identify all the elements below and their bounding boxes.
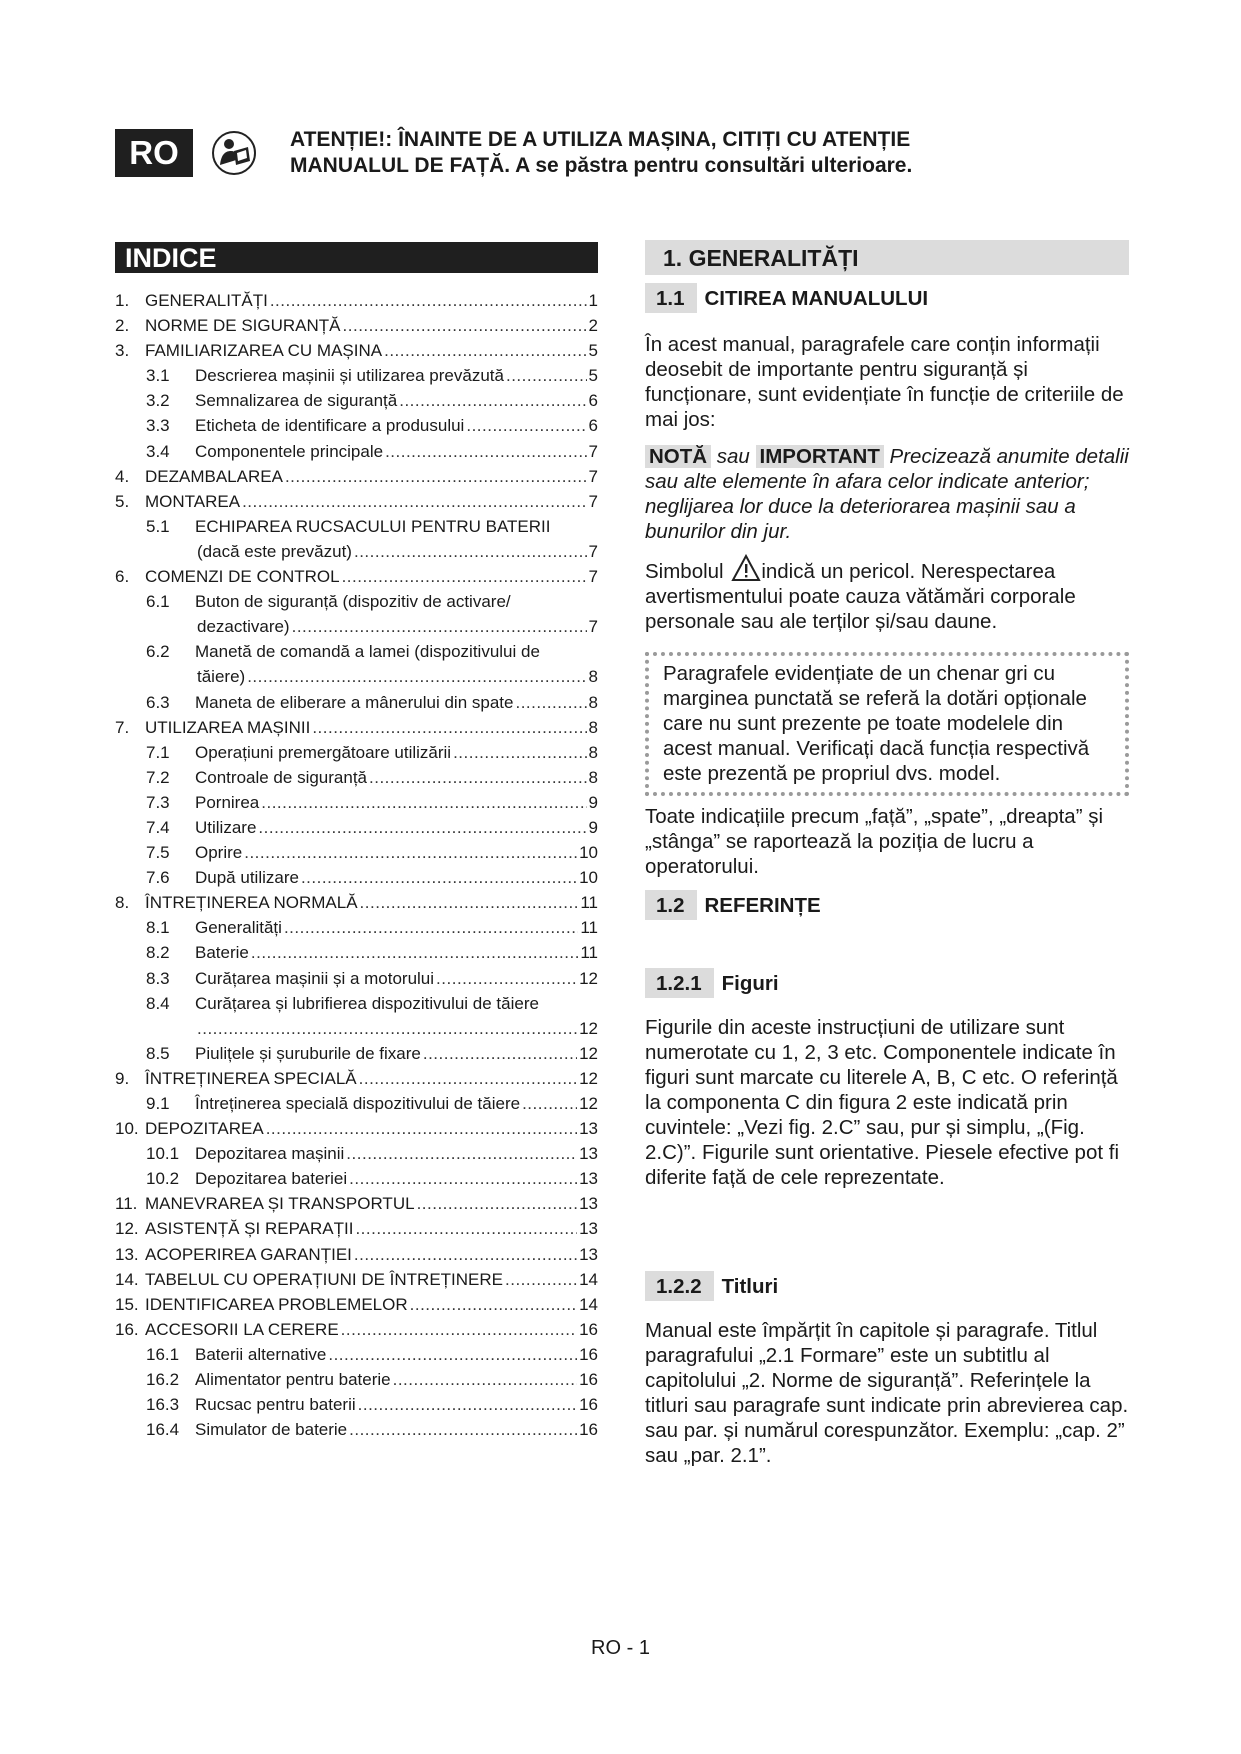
toc-entry-label: Generalități [195,918,282,938]
toc-entry [115,338,598,363]
toc-entry-page: 8 [588,742,598,762]
toc-entry [115,1292,598,1317]
toc-entry-label: FAMILIARIZAREA CU MAȘINA [145,341,383,361]
toc-entry [115,790,598,815]
toc-entry-label: DEZAMBALAREA [145,466,283,486]
page-header [115,125,1125,185]
toc-entry-page: 12 [579,1094,598,1113]
toc-entry-label: ÎNTREȚINEREA NORMALĂ [145,893,358,913]
toc-entry [115,1216,598,1241]
toc-entry [115,940,598,965]
toc-entry-label: tăiere) [197,667,246,687]
toc-dot-leader [399,388,586,413]
toc-entry-number: 10. [115,1119,139,1139]
toc-entry-number: 5.1 [146,516,170,536]
toc-dot-leader [261,790,586,815]
section-title: 1. GENERALITĂȚI [645,240,1129,275]
toc-entry [115,1016,598,1041]
toc-entry-page: 16 [579,1344,598,1364]
toc-entry-label: Pornirea [195,792,260,812]
toc-entry-label: Rucsac pentru baterii [195,1395,356,1415]
toc-dot-leader [466,413,586,438]
toc-dot-leader [358,1392,577,1417]
toc-entry [115,489,598,514]
toc-entry-number: 16.3 [146,1395,180,1415]
toc-entry-number: 9. [115,1068,130,1088]
toc-entry-label: MONTAREA [145,491,241,511]
toc-dot-leader [360,890,579,915]
directions-paragraph: Toate indicațiile precum „față”, „spate”, „dreapta” și „stânga” se raportează la poziția de lucru a operatorului. [645,805,1104,878]
toc-entry-page: 13 [579,1244,598,1264]
toc-entry-number: 7.5 [146,843,170,863]
toc-entry-number: 12. [115,1219,139,1239]
toc-entry-page: 5 [588,341,598,361]
toc-entry-label: Baterie [195,943,249,963]
toc-entry-page: 8 [588,767,598,787]
toc-dot-leader [359,1066,577,1091]
toc-dot-leader [312,715,586,740]
toc-entry-number: 16.4 [146,1420,180,1440]
toc-dot-leader [328,1342,577,1367]
optional-features-text: Paragrafele evidențiate de un chenar gri cu marginea punctată se referă la dotări opționale care nu sunt prezente pe toate modelele din acest manual. Verificați dacă funcția respectivă este prezentă pe propriul dvs. model. [663,662,1090,785]
toc-dot-leader [258,815,586,840]
toc-dot-leader [354,539,587,564]
toc-entry-label: GENERALITĂȚI [145,291,268,310]
toc-entry-number: 8.4 [146,993,170,1013]
toc-entry-number: 1. [115,291,130,310]
toc-entry [115,1242,598,1267]
toc-entry-number: 7.2 [146,767,170,787]
toc-entry-number: 5. [115,491,130,511]
toc-entry-page: 12 [579,968,598,988]
toc-dot-leader [505,1267,577,1292]
toc-entry-page: 14 [579,1269,598,1289]
toc-entry [115,589,598,614]
toc-entry-number: 16.2 [146,1370,180,1390]
toc-entry [115,1066,598,1091]
toc-entry-number: 6. [115,567,130,587]
toc-entry-page: 12 [579,1018,598,1038]
toc-entry [115,1417,598,1442]
toc-entry-label: DEPOZITAREA [145,1119,264,1139]
subsection-number: 1.2.1 [645,968,714,998]
symbol-pre-text: Simbolul [645,560,730,583]
toc-entry-label: Curățarea și lubrifierea dispozitivului de tăiere [195,993,539,1013]
toc-entry [115,363,598,388]
toc-entry-number: 6.1 [146,592,170,612]
toc-entry-number: 7.3 [146,792,170,812]
toc-entry-page: 14 [579,1294,598,1314]
toc-entry-number: 7.4 [146,817,170,837]
toc-entry-page: 8 [588,717,598,737]
read-manual-icon [212,131,256,175]
toc-entry-page: 13 [579,1169,598,1189]
toc-entry-number: 8.2 [146,943,170,963]
note-paragraph [645,444,1129,544]
toc-entry [115,1342,598,1367]
toc-entry-number: 10.1 [146,1144,180,1164]
toc-entry-page: 13 [579,1144,598,1164]
toc-entry [115,664,598,689]
toc-entry-label: Buton de siguranță (dispozitiv de activare/ [195,592,511,612]
toc-dot-leader [285,464,587,489]
warning-line-1: ATENȚIE!: ÎNAINTE DE A UTILIZA MAȘINA, CITIȚI CU ATENȚIE [290,128,911,151]
toc-dot-leader [292,614,587,639]
toc-dot-leader [453,740,586,765]
toc-entry-page: 12 [579,1068,598,1088]
toc-entry-label: Baterii alternative [195,1344,327,1364]
toc-entry-label: ACOPERIREA GARANȚIEI [145,1244,352,1264]
index-title: INDICE [115,242,598,273]
toc-entry [115,815,598,840]
toc-entry-label: IDENTIFICAREA PROBLEMELOR [145,1294,408,1314]
toc-dot-leader [369,765,587,790]
toc-entry-label: Alimentator pentru baterie [195,1370,391,1390]
toc-entry-number: 3.4 [146,441,170,461]
toc-entry [115,915,598,940]
toc-dot-leader [284,915,578,940]
page-number: RO - 1 [591,1637,650,1659]
note-or: sau [711,445,756,468]
toc-dot-leader [385,439,586,464]
toc-entry-number: 16.1 [146,1344,180,1364]
toc-entry-page: 7 [588,491,598,511]
toc-entry-number: 14. [115,1269,139,1289]
toc-entry-label: ASISTENȚĂ ȘI REPARAȚII [145,1219,354,1239]
toc-entry [115,865,598,890]
warning-triangle-icon [731,554,761,582]
warning-line-2: MANUALUL DE FAȚĂ. A se păstra pentru consultări ulterioare. [290,154,913,177]
titles-paragraph: Manual este împărțit în capitole și paragrafe. Titlul paragrafului „2.1 Formare” este un subtitlu al capitolului „2. Norme de siguranță”. Referințele la titluri sau paragrafe sunt indicate prin abrevierea cap. sau par. și numărul corespunzător. Exemplu: „cap. 2” sau „par. 2.1”. [645,1319,1129,1467]
table-of-contents [115,288,598,1442]
optional-features-box [645,652,1129,796]
toc-dot-leader [197,1016,577,1041]
toc-dot-leader [266,1116,577,1141]
subsection-title: Titluri [721,1274,779,1298]
subsection-1-1-heading [645,283,928,313]
toc-entry-label: NORME DE SIGURANȚĂ [145,316,341,336]
toc-entry-number: 8. [115,893,130,913]
toc-entry-label: ACCESORII LA CERERE [145,1319,339,1339]
toc-entry-label: Descrierea mașinii și utilizarea prevăzută [195,366,504,386]
toc-dot-leader [301,865,577,890]
figures-paragraph: Figurile din aceste instrucțiuni de utilizare sunt numerotate cu 1, 2, 3 etc. Componentele indicate în figuri sunt marcate cu literele A, B, C etc. O referință la componenta C din figura 2 este indicată prin cuvintele: „Vezi fig. 2.C” sau, pur și simplu, „(Fig. 2.C)”. Figurile sunt orientative. Piesele efective pot fi diferite față de cele reprezentate. [645,1016,1119,1189]
toc-entry-number: 9.1 [146,1094,170,1113]
toc-dot-leader [270,288,587,313]
toc-dot-leader [506,363,587,388]
toc-entry-page: 9 [588,792,598,812]
toc-entry-page: 7 [588,441,598,461]
toc-entry-label: Componentele principale [195,441,384,461]
toc-entry [115,1116,598,1141]
toc-entry-page: 12 [579,1043,598,1063]
toc-entry [115,740,598,765]
toc-entry [115,439,598,464]
subsection-number: 1.2.2 [645,1271,714,1301]
toc-entry [115,388,598,413]
toc-entry [115,464,598,489]
toc-entry-page: 8 [588,667,598,687]
toc-entry-label: După utilizare [195,868,299,888]
toc-entry-number: 11. [115,1194,138,1214]
toc-entry-page: 16 [579,1420,598,1440]
toc-entry [115,1367,598,1392]
toc-entry-page: 5 [588,366,598,386]
subsection-title: CITIREA MANUALULUI [704,286,929,310]
toc-dot-leader [342,564,587,589]
toc-entry-label: COMENZI DE CONTROL [145,567,340,587]
toc-dot-leader [355,1216,577,1241]
toc-entry-page: 7 [588,617,598,637]
symbol-post-text: indică un pericol. Nerespectarea avertismentului poate cauza vătămări corporale personale sau ale terților și/sau daune. [645,560,1076,633]
toc-entry [115,1191,598,1216]
intro-paragraph: În acest manual, paragrafele care conțin informații deosebit de importante pentru siguranță și funcționare, sunt evidențiate în funcție de criteriile de mai jos: [645,333,1124,431]
toc-entry-number: 7.1 [146,742,170,762]
toc-entry [115,1267,598,1292]
toc-dot-leader [522,1091,577,1116]
toc-dot-leader [251,940,578,965]
toc-entry-page: 1 [588,291,598,310]
toc-entry-number: 7.6 [146,868,170,888]
toc-dot-leader [343,313,587,338]
toc-entry [115,313,598,338]
toc-entry-label: Controale de siguranță [195,767,368,787]
toc-entry-label: Piulițele și șuruburile de fixare [195,1043,421,1063]
toc-entry [115,639,598,664]
note-label: NOTĂ [645,445,711,468]
toc-entry-label: TABELUL CU OPERAȚIUNI DE ÎNTREȚINERE [145,1269,503,1289]
toc-entry-page: 16 [579,1370,598,1390]
toc-entry-number: 6.3 [146,692,170,712]
subsection-1-2-heading [645,890,821,920]
toc-entry-label: (dacă este prevăzut) [197,541,352,561]
toc-entry-label: Semnalizarea de siguranță [195,391,398,411]
toc-entry [115,765,598,790]
toc-dot-leader [354,1242,577,1267]
toc-entry-number: 8.3 [146,968,170,988]
toc-dot-leader [515,690,586,715]
toc-entry-page: 11 [580,943,598,963]
toc-entry-page: 7 [588,541,598,561]
toc-entry-label: Manetă de comandă a lamei (dispozitivului de [195,642,540,662]
toc-entry-page: 7 [588,466,598,486]
toc-entry [115,1317,598,1342]
toc-entry-page: 2 [588,316,598,336]
toc-dot-leader [393,1367,577,1392]
toc-entry [115,690,598,715]
subsection-1-2-1-heading [645,968,779,998]
toc-entry [115,1091,598,1116]
toc-entry [115,614,598,639]
toc-entry-number: 3.3 [146,416,170,436]
toc-dot-leader [384,338,586,363]
toc-entry-label: Operațiuni premergătoare utilizării [195,742,452,762]
toc-dot-leader [341,1317,577,1342]
toc-dot-leader [247,664,586,689]
toc-entry [115,413,598,438]
toc-entry-label: ÎNTREȚINEREA SPECIALĂ [145,1068,357,1088]
toc-entry-page: 11 [580,893,598,913]
toc-entry-number: 10.2 [146,1169,180,1189]
toc-entry [115,715,598,740]
toc-entry [115,966,598,991]
toc-entry-label: Depozitarea mașinii [195,1144,345,1164]
toc-dot-leader [244,840,577,865]
toc-entry [115,1141,598,1166]
toc-entry [115,840,598,865]
toc-entry-label: dezactivare) [197,617,290,637]
subsection-title: Figuri [721,971,779,995]
toc-entry-page: 7 [588,567,598,587]
note-text: Precizează anumite detalii sau alte elemente în afara celor indicate anterior; neglijarea lor duce la deteriorarea mașinii sau a bunurilor din jur. [645,445,1129,543]
toc-dot-leader [436,966,577,991]
toc-entry-page: 6 [588,391,598,411]
toc-entry-page: 9 [588,817,598,837]
toc-dot-leader [349,1166,577,1191]
toc-entry [115,514,598,539]
toc-entry [115,539,598,564]
toc-entry-page: 13 [579,1194,598,1214]
toc-entry [115,1392,598,1417]
toc-dot-leader [423,1041,577,1066]
toc-entry-label: ECHIPAREA RUCSACULUI PENTRU BATERII [195,516,551,536]
subsection-number: 1.1 [645,283,697,313]
toc-entry-page: 10 [579,843,598,863]
toc-entry-page: 16 [579,1319,598,1339]
important-label: IMPORTANT [756,445,884,468]
subsection-1-2-2-heading [645,1271,778,1301]
toc-entry-label: Întreținerea specială dispozitivului de tăiere [195,1094,521,1113]
index-column [115,242,598,1442]
toc-dot-leader [346,1141,577,1166]
toc-entry-number: 7. [115,717,130,737]
toc-entry-number: 15. [115,1294,139,1314]
toc-dot-leader [349,1417,577,1442]
toc-entry-number: 3. [115,341,130,361]
toc-dot-leader [242,489,586,514]
toc-entry-page: 16 [579,1395,598,1415]
toc-entry-label: Curățarea mașinii și a motorului [195,968,435,988]
toc-entry [115,564,598,589]
toc-entry-page: 6 [588,416,598,436]
toc-entry [115,991,598,1016]
toc-entry-label: Oprire [195,843,243,863]
symbol-paragraph [645,554,1129,634]
language-badge: RO [115,129,193,177]
toc-entry [115,1041,598,1066]
toc-entry-page: 13 [579,1219,598,1239]
subsection-title: REFERINȚE [704,893,821,917]
toc-entry-label: MANEVRAREA ȘI TRANSPORTUL [145,1194,415,1214]
toc-entry [115,890,598,915]
toc-entry-number: 3.1 [146,366,170,386]
toc-entry-number: 16. [115,1319,139,1339]
toc-entry-page: 8 [588,692,598,712]
toc-entry-page: 11 [580,918,598,938]
toc-entry-number: 4. [115,466,130,486]
toc-dot-leader [410,1292,577,1317]
toc-entry-label: UTILIZAREA MAȘINII [145,717,311,737]
toc-entry-label: Maneta de eliberare a mânerului din spate [195,692,514,712]
toc-entry-number: 6.2 [146,642,170,662]
toc-entry-label: Simulator de baterie [195,1420,348,1440]
toc-entry-label: Utilizare [195,817,257,837]
toc-entry-page: 10 [579,868,598,888]
toc-entry-number: 3.2 [146,391,170,411]
toc-entry-number: 8.1 [146,918,170,938]
safety-warning [290,127,1110,179]
toc-entry-number: 8.5 [146,1043,170,1063]
subsection-number: 1.2 [645,890,697,920]
toc-entry [115,288,598,313]
toc-entry-label: Depozitarea bateriei [195,1169,348,1189]
toc-dot-leader [417,1191,578,1216]
toc-entry [115,1166,598,1191]
toc-entry-number: 2. [115,316,130,336]
toc-entry-label: Eticheta de identificare a produsului [195,416,465,436]
toc-entry-page: 13 [579,1119,598,1139]
toc-entry-number: 13. [115,1244,139,1264]
